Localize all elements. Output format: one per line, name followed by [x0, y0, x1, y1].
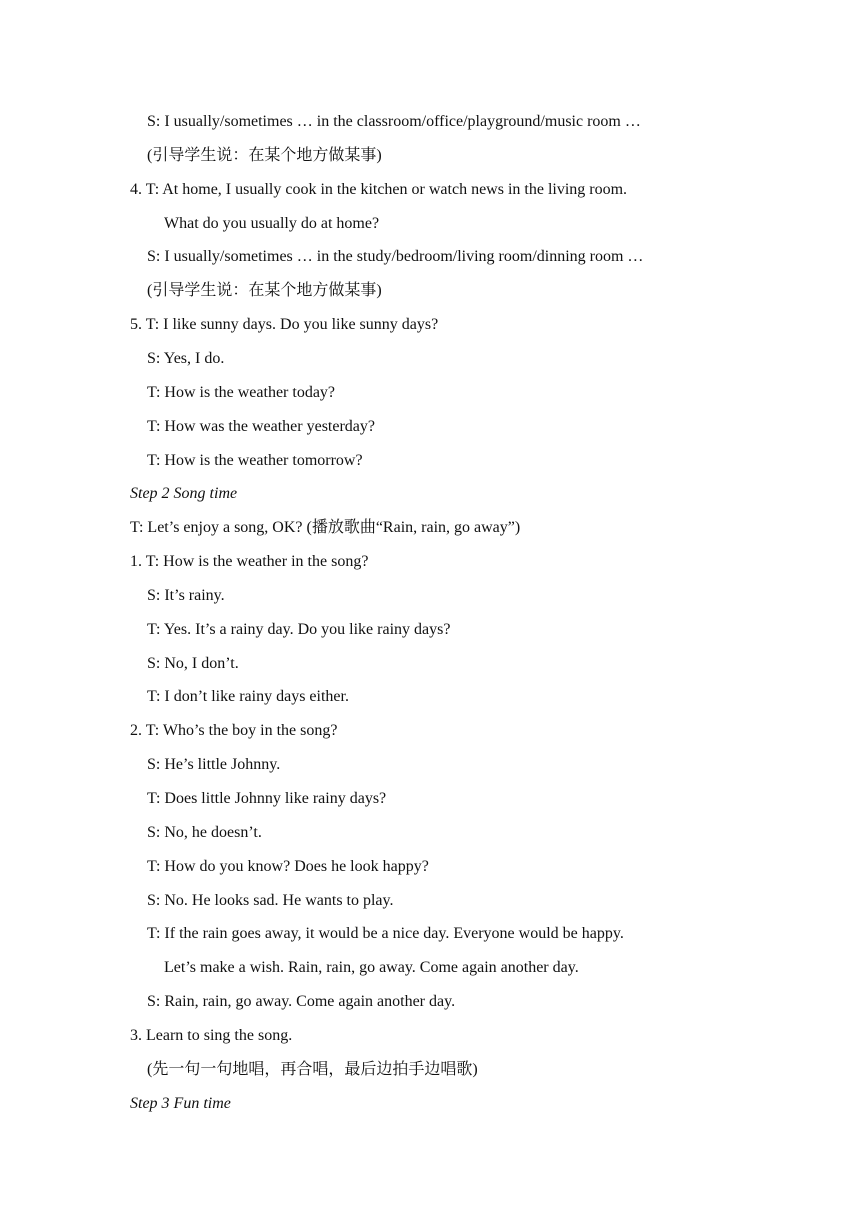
text-line: S: No. He looks sad. He wants to play. [147, 892, 394, 909]
text-line: S: Rain, rain, go away. Come again another day. [147, 993, 456, 1010]
text-line: 1. T: How is the weather in the song? [130, 553, 369, 570]
text-line: 4. T: At home, I usually cook in the kitchen or watch news in the living room. [130, 181, 628, 198]
text-line: T: How do you know? Does he look happy? [147, 858, 429, 875]
text-line: S: No, I don’t. [147, 655, 239, 672]
text-line: (先一句一句地唱，再合唱，最后边拍手边唱歌) [147, 1061, 478, 1078]
text-line: T: How is the weather tomorrow? [147, 452, 363, 469]
text-line: (引导学生说：在某个地方做某事) [147, 147, 382, 164]
section-heading: Step 2 Song time [130, 485, 238, 502]
text-line: (引导学生说：在某个地方做某事) [147, 282, 382, 299]
text-line: S: I usually/sometimes … in the study/bedroom/living room/dinning room … [147, 248, 644, 265]
text-line: 3. Learn to sing the song. [130, 1027, 293, 1044]
text-line: What do you usually do at home? [164, 215, 380, 232]
text-line: T: Let’s enjoy a song, OK? (播放歌曲“Rain, rain, go away”) [130, 519, 521, 536]
text-line: S: Yes, I do. [147, 350, 225, 367]
text-line: T: If the rain goes away, it would be a nice day. Everyone would be happy. [147, 925, 624, 942]
section-heading: Step 3 Fun time [130, 1095, 231, 1112]
text-line: 2. T: Who’s the boy in the song? [130, 722, 338, 739]
text-line: S: It’s rainy. [147, 587, 225, 604]
text-line: S: No, he doesn’t. [147, 824, 262, 841]
text-line: T: I don’t like rainy days either. [147, 688, 349, 705]
text-line: T: How is the weather today? [147, 384, 336, 401]
text-line: T: Yes. It’s a rainy day. Do you like rainy days? [147, 621, 451, 638]
text-line: S: He’s little Johnny. [147, 756, 281, 773]
text-line: 5. T: I like sunny days. Do you like sunny days? [130, 316, 439, 333]
text-line: T: How was the weather yesterday? [147, 418, 375, 435]
text-line: Let’s make a wish. Rain, rain, go away. Come again another day. [164, 959, 579, 976]
text-line: S: I usually/sometimes … in the classroom/office/playground/music room … [147, 113, 641, 130]
text-line: T: Does little Johnny like rainy days? [147, 790, 387, 807]
